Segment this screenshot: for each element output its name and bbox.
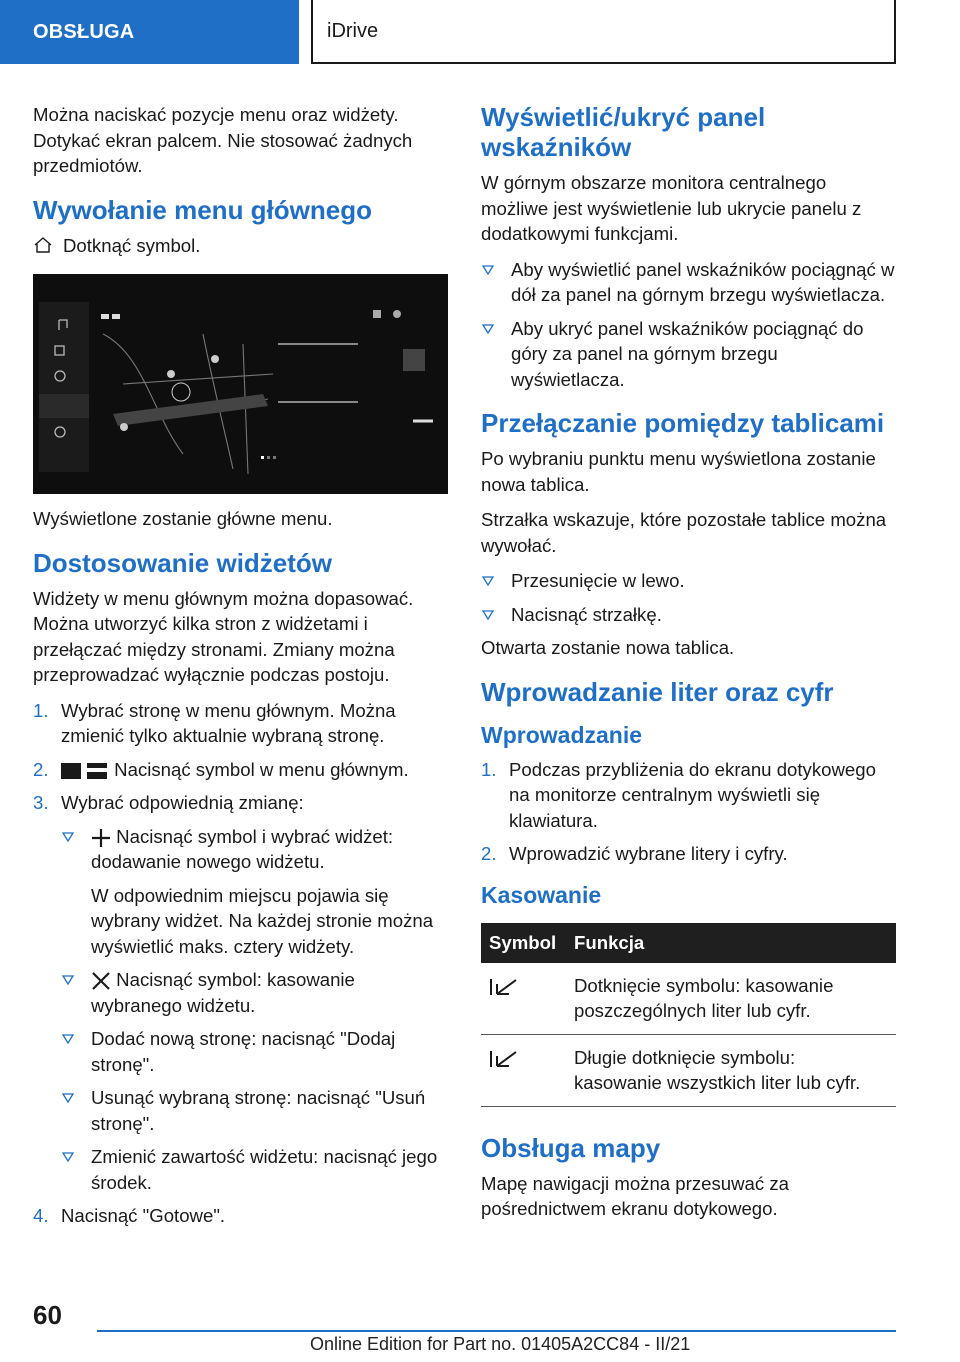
triangle-bullet-icon [62, 974, 74, 986]
intro-text: Można naciskać pozycje menu oraz widżety. Dotykać ekran palcem. Nie stosować żadnych przedmiotów. [33, 104, 413, 176]
widgets-steps [33, 698, 448, 1229]
triangle-bullet-icon [482, 575, 494, 587]
close-icon [91, 971, 111, 991]
map-text: Mapę nawigacji można przesuwać za pośrednictwem ekranu dotykowego. [481, 1172, 789, 1219]
list-item: Nacisnąć symbol i wybrać widżet: dodawanie nowego widżetu. W odpowiednim miejscu pojawia się wybrany widżet. Na każdej stronie można wyświetlić maks. cztery widżety. [61, 824, 448, 960]
main-menu-instruction-text: Dotknąć symbol. [63, 234, 201, 256]
list-item: 4. Nacisnąć "Gotowe". [33, 1205, 226, 1226]
input-subheading: Wprowadzanie [481, 721, 643, 748]
triangle-bullet-icon [482, 609, 494, 621]
list-item: Usunąć wybraną stronę: nacisnąć "Usuń stronę". [61, 1085, 448, 1136]
panel-items [481, 257, 896, 393]
switch-heading: Przełączanie pomiędzy tablicami [481, 408, 885, 438]
list-item: Nacisnąć symbol: kasowanie wybranego widżetu. [61, 967, 448, 1018]
switch-p2: Strzałka wskazuje, które pozostałe tablice można wywołać. [481, 509, 887, 556]
list-item: 2. Wprowadzić wybrane litery i cyfry. [481, 843, 788, 864]
chapter-title: iDrive [327, 19, 379, 42]
switch-p1: Po wybraniu punktu menu wyświetlona zostanie nowa tablica. [481, 448, 876, 495]
input-steps [481, 757, 896, 867]
change-options [61, 824, 448, 1196]
map-heading: Obsługa mapy [481, 1132, 661, 1163]
panel-heading: Wyświetlić/ukryć panel wskaźników [481, 102, 766, 162]
backspace-arrow-icon [489, 1049, 519, 1069]
main-menu-instruction [33, 233, 448, 259]
list-item: Nacisnąć strzałkę. [481, 602, 896, 628]
widgets-text: Widżety w menu głównym można dopasować. Można utworzyć kilka stron z widżetami i przełączać między stronami. Zmiany można przeprowadzać wyłącznie podczas postoju. [33, 587, 414, 685]
left-column [33, 102, 448, 1237]
switch-p3: Otwarta zostanie nowa tablica. [481, 637, 735, 658]
chapter-tab [311, 0, 896, 64]
list-item: 1. Podczas przybliżenia do ekranu dotykowego na monitorze centralnym wyświetli się klawiatura. [481, 758, 876, 831]
main-menu-caption: Wyświetlone zostanie główne menu. [33, 508, 333, 529]
footer-divider [97, 1330, 896, 1332]
list-item: Zmienić zawartość widżetu: nacisnąć jego środek. [61, 1144, 448, 1195]
triangle-bullet-icon [482, 264, 494, 276]
idrive-screen-illustration [33, 274, 448, 494]
home-icon [33, 235, 53, 255]
triangle-bullet-icon [62, 1151, 74, 1163]
list-item: Aby wyświetlić panel wskaźników pociągnąć w dół za panel na górnym brzegu wyświetlacza. [481, 257, 896, 308]
triangle-bullet-icon [482, 323, 494, 335]
list-item: 3. Wybrać odpowiednią zmianę: Nacisnąć symbol i wybrać widżet: dodawanie nowego widżetu. W odpowiednim miejscu pojawia się wybrany widżet. Na każdej stronie można wyświetlić maks. cztery widżety. Nacisnąć symbol: kasowanie wybranego widżetu. Dodać nową stronę: nacisnąć "Dodaj stronę". Usunąć wybraną stronę: nacisnąć "Usuń stronę". Zmienić zawartość widżetu: nacisnąć jego środek. [33, 790, 448, 1195]
plus-icon [91, 828, 111, 848]
page-edit-icon [61, 761, 109, 781]
page-number: 60 [33, 1300, 62, 1330]
input-heading: Wprowadzanie liter oraz cyfr [481, 676, 834, 707]
section-tab [0, 0, 299, 64]
delete-subheading: Kasowanie [481, 881, 602, 908]
table-row: Długie dotknięcie symbolu: kasowanie wszystkich liter lub cyfr. [481, 1034, 896, 1106]
widgets-heading: Dostosowanie widżetów [33, 547, 333, 578]
table-header-symbol: Symbol [481, 923, 566, 963]
symbol-table [481, 923, 896, 1107]
panel-text: W górnym obszarze monitora centralnego możliwe jest wyświetlenie lub ukrycie panelu z dodatkowymi funkcjami. [481, 172, 862, 244]
triangle-bullet-icon [62, 831, 74, 843]
list-item: 2. Nacisnąć symbol w menu głównym. [33, 758, 409, 780]
list-item: Aby ukryć panel wskaźników pociągnąć do góry za panel na górnym brzegu wyświetlacza. [481, 316, 896, 393]
triangle-bullet-icon [62, 1033, 74, 1045]
table-row: Dotknięcie symbolu: kasowanie poszczególnych liter lub cyfr. [481, 963, 896, 1035]
list-item: Dodać nową stronę: nacisnąć "Dodaj stronę". [61, 1026, 448, 1077]
list-item: Przesunięcie w lewo. [481, 568, 896, 594]
main-menu-heading: Wywołanie menu głównego [33, 194, 372, 225]
right-column [481, 102, 896, 1232]
section-title: OBSŁUGA [33, 20, 135, 43]
switch-items [481, 568, 896, 627]
footer-edition: Online Edition for Part no. 01405A2CC84 - II/21 [310, 1334, 691, 1354]
table-header-function: Funkcja [566, 923, 896, 963]
list-item: 1. Wybrać stronę w menu głównym. Można zmienić tylko aktualnie wybraną stronę. [33, 699, 396, 746]
backspace-arrow-icon [489, 977, 519, 997]
triangle-bullet-icon [62, 1092, 74, 1104]
